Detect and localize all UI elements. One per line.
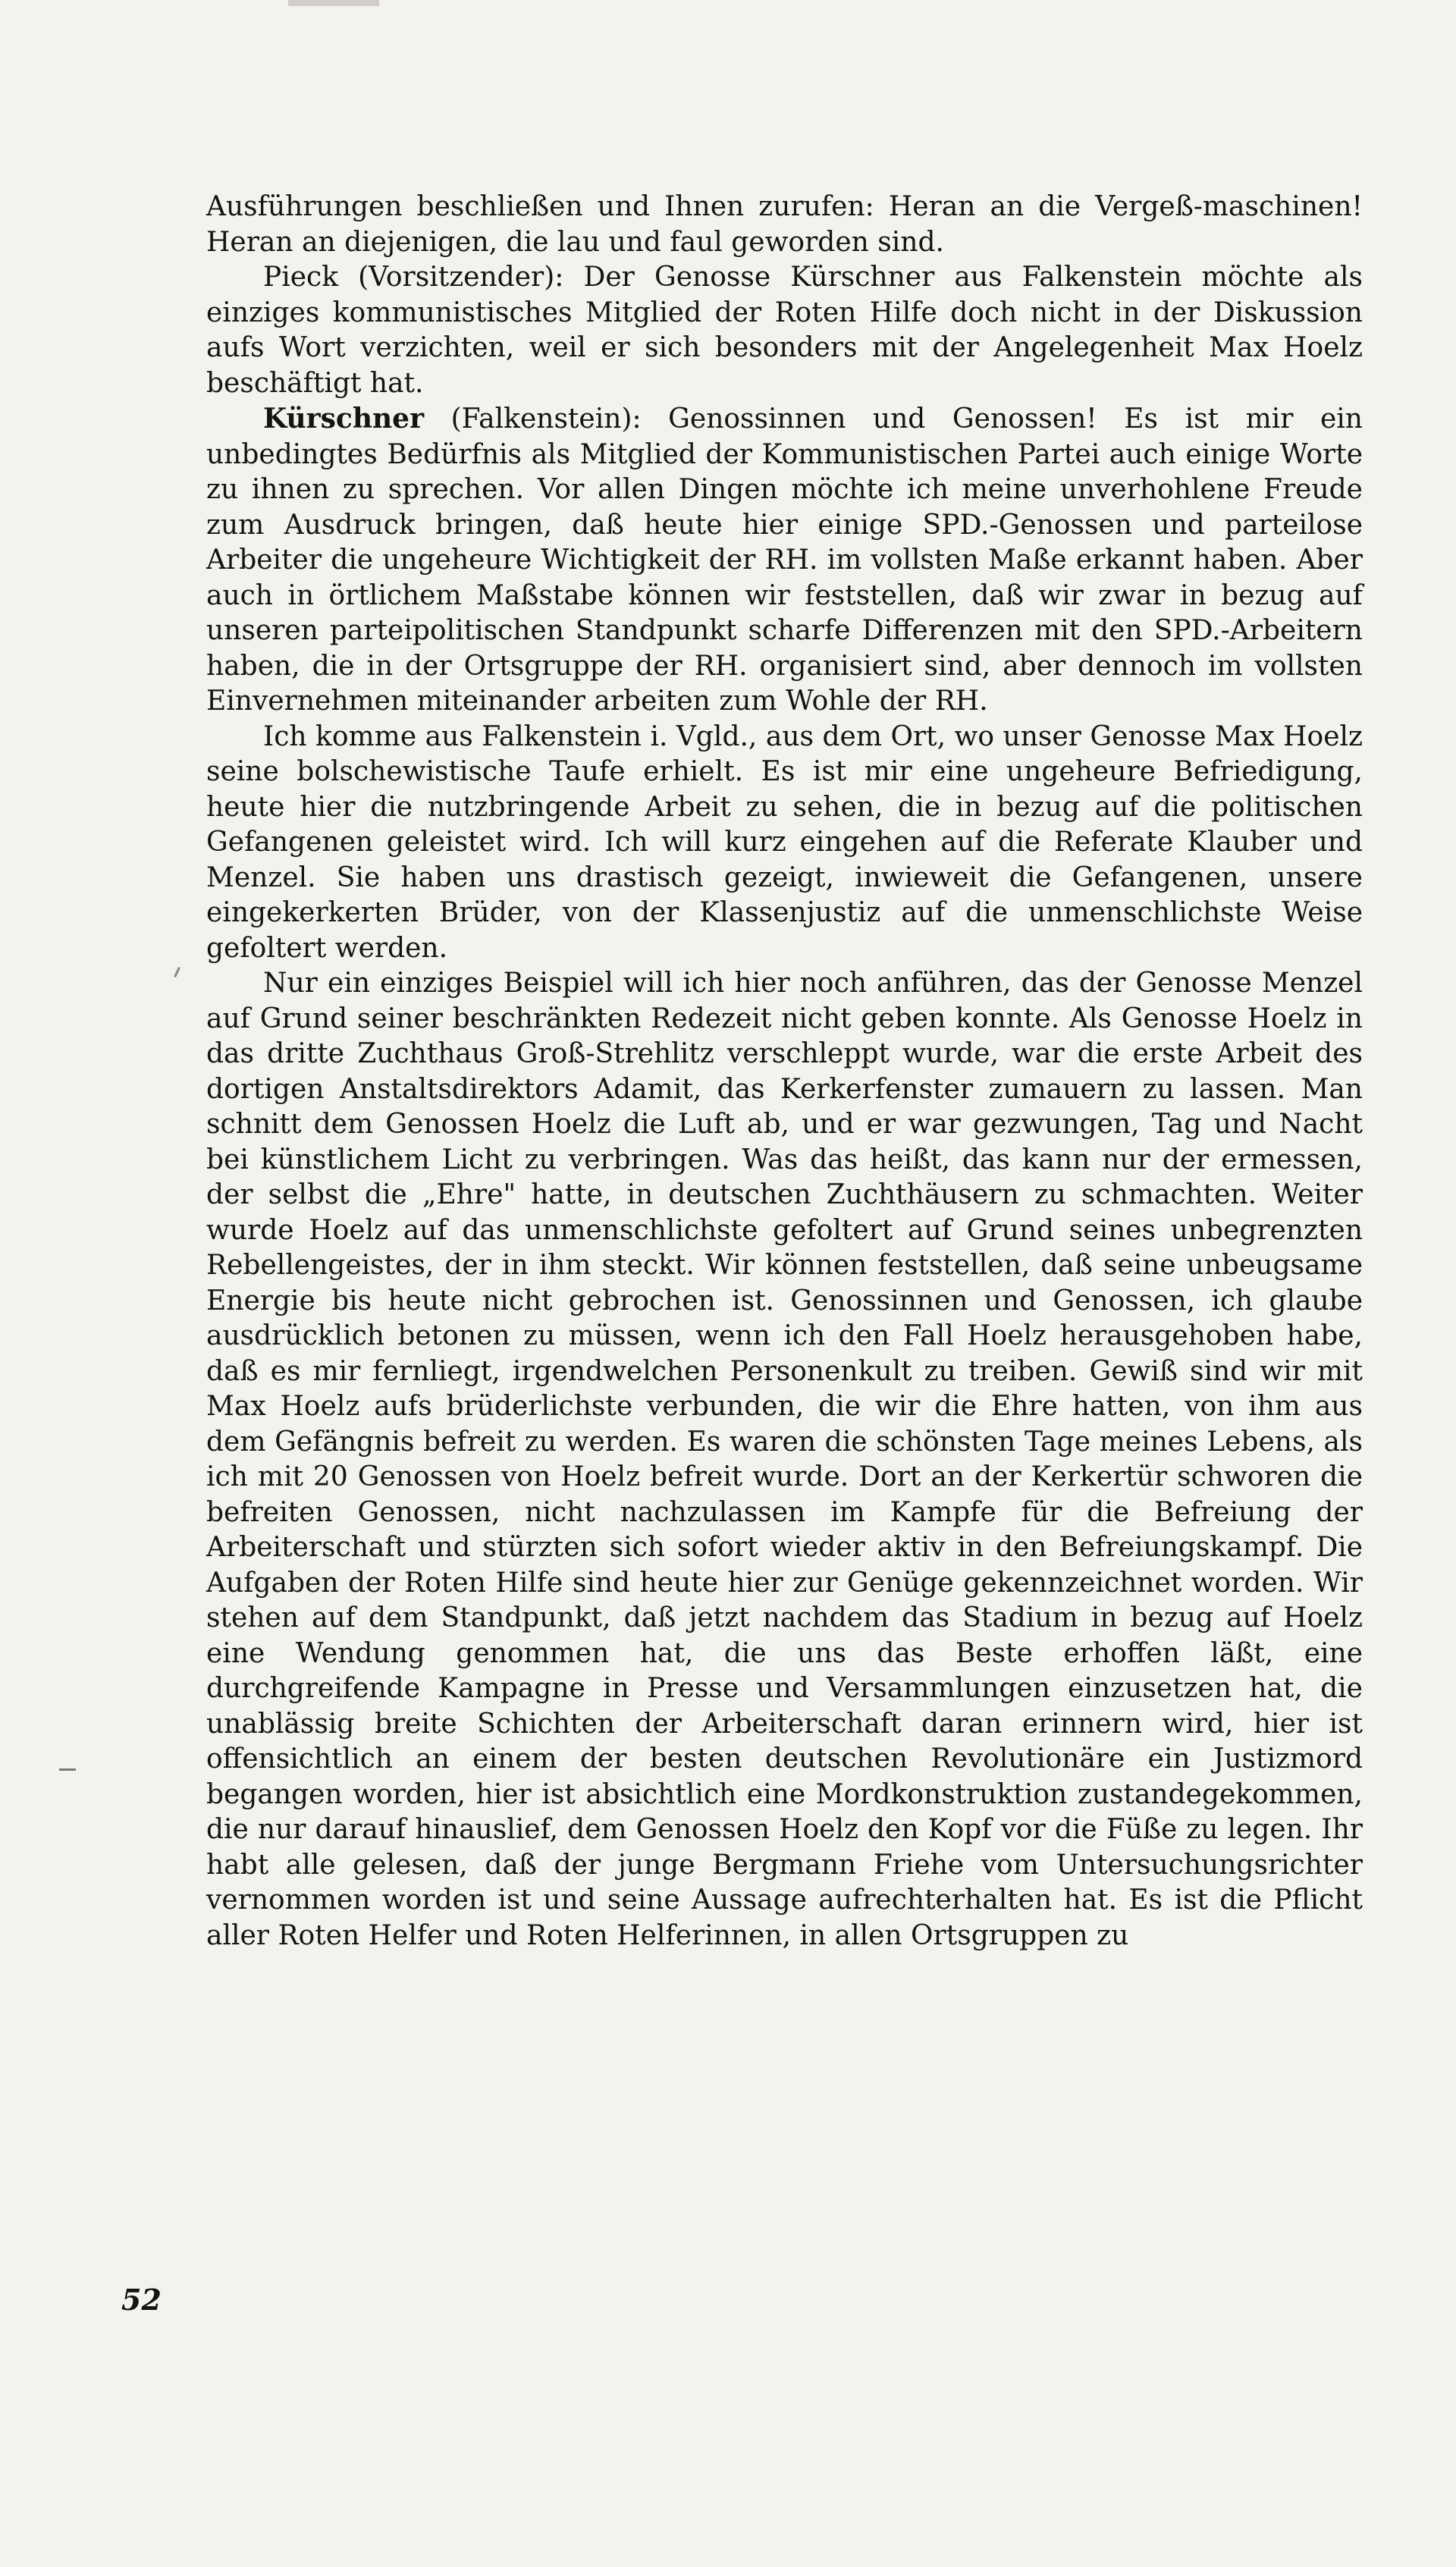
margin-dash-mark [59,1768,76,1771]
page-number: 52 [121,2283,162,2317]
paragraph-2 [206,260,1363,401]
paragraph-text: Ausführungen beschließen und Ihnen zurufen: Heran an die Vergeß-maschinen! Heran an diejenigen, die lau und faul geworden sind. [206,191,1363,258]
paragraph-text: Pieck (Vorsitzender): Der Genosse Kürschner aus Falkenstein möchte als einziges kommunistisches Mitglied der Roten Hilfe doch nicht in der Diskussion aufs Wort verzichten, weil er sich besonders mit der Angelegenheit Max Hoelz beschäftigt hat. [206,262,1363,399]
body-text [206,190,1363,1953]
paragraph-text: Nur ein einziges Beispiel will ich hier noch anführen, das der Genosse Menzel auf Grund seiner beschränkten Redezeit nicht geben konnte. Als Genosse Hoelz in das dritte Zuchthaus Groß-Strehlitz verschleppt wurde, war die erste Arbeit des dortigen Anstaltsdirektors Adamit, das Kerkerfenster zumauern zu lassen. Man schnitt dem Genossen Hoelz die Luft ab, und er war gezwungen, Tag und Nacht bei künstlichem Licht zu verbringen. Was das heißt, das kann nur der ermessen, der selbst die „Ehre" hatte, in deutschen Zuchthäusern zu schmachten. Weiter wurde Hoelz auf das unmenschlichste gefoltert auf Grund seines unbegrenzten Rebellengeistes, der in ihm steckt. Wir können feststellen, daß seine unbeugsame Energie bis heute nicht gebrochen ist. Genossinnen und Genossen, ich glaube ausdrücklich betonen zu müssen, wenn ich den Fall Hoelz herausgehoben habe, daß es mir fernliegt, irgendwelchen Personenkult zu treiben. Gewiß sind wir mit Max Hoelz aufs brüderlichste verbunden, die wir die Ehre hatten, von ihm aus dem Gefängnis befreit zu werden. Es waren die schönsten Tage meines Lebens, als ich mit 20 Genossen von Hoelz befreit wurde. Dort an der Kerkertür schworen die befreiten Genossen, nicht nachzulassen im Kampfe für die Befreiung der Arbeiterschaft und stürzten sich sofort wieder aktiv in den Befreiungskampf. Die Aufgaben der Roten Hilfe sind heute hier zur Genüge gekennzeichnet worden. Wir stehen auf dem Standpunkt, daß jetzt nachdem das Stadium in bezug auf Hoelz eine Wendung genommen hat, die uns das Beste erhoffen läßt, eine durchgreifende Kampagne in Presse und Versammlungen einzusetzen hat, die unablässig breite Schichten der Arbeiterschaft daran erinnern wird, hier ist offensichtlich an einem der besten deutschen Revolutionäre ein Justizmord begangen worden, hier ist absichtlich eine Mordkonstruktion zustandegekommen, die nur darauf hinauslief, dem Genossen Hoelz den Kopf vor die Füße zu legen. Ihr habt alle gelesen, daß der junge Bergmann Friehe vom Untersuchungsrichter vernommen worden ist und seine Aussage aufrechterhalten hat. Es ist die Pflicht aller Roten Helfer und Roten Helferinnen, in allen Ortsgruppen zu [206,968,1363,1951]
paragraph-text: (Falkenstein): Genossinnen und Genossen! Es ist mir ein unbedingtes Bedürfnis als Mitglied der Kommunistischen Partei auch einige Worte zu ihnen zu sprechen. Vor allen Dingen möchte ich meine unverhohlene Freude zum Ausdruck bringen, daß heute hier einige SPD.-Genossen und parteilose Arbeiter die ungeheure Wichtigkeit der RH. im vollsten Maße erkannt haben. Aber auch in örtlichem Maßstabe können wir feststellen, daß wir zwar in bezug auf unseren parteipolitischen Standpunkt scharfe Differenzen mit den SPD.-Arbeitern haben, die in der Ortsgruppe der RH. organisiert sind, aber dennoch im vollsten Einvernehmen miteinander arbeiten zum Wohle der RH. [206,403,1363,717]
paragraph-5 [206,966,1363,1953]
speaker-name: Kürschner [263,403,425,435]
paragraph-1 [206,190,1363,260]
paragraph-4 [206,720,1363,967]
margin-tick-mark [174,967,180,978]
paragraph-text: Ich komme aus Falkenstein i. Vgld., aus dem Ort, wo unser Genosse Max Hoelz seine bolschewistische Taufe erhielt. Es ist mir eine ungeheure Befriedigung, heute hier die nutzbringende Arbeit zu sehen, die in bezug auf die politischen Gefangenen geleistet wird. Ich will kurz eingehen auf die Referate Klauber und Menzel. Sie haben uns drastisch gezeigt, inwieweit die Gefangenen, unsere eingekerkerten Brüder, von der Klassenjustiz auf die unmenschlichste Weise gefoltert werden. [206,720,1363,964]
print-smudge [288,0,379,6]
paragraph-3 [206,401,1363,720]
